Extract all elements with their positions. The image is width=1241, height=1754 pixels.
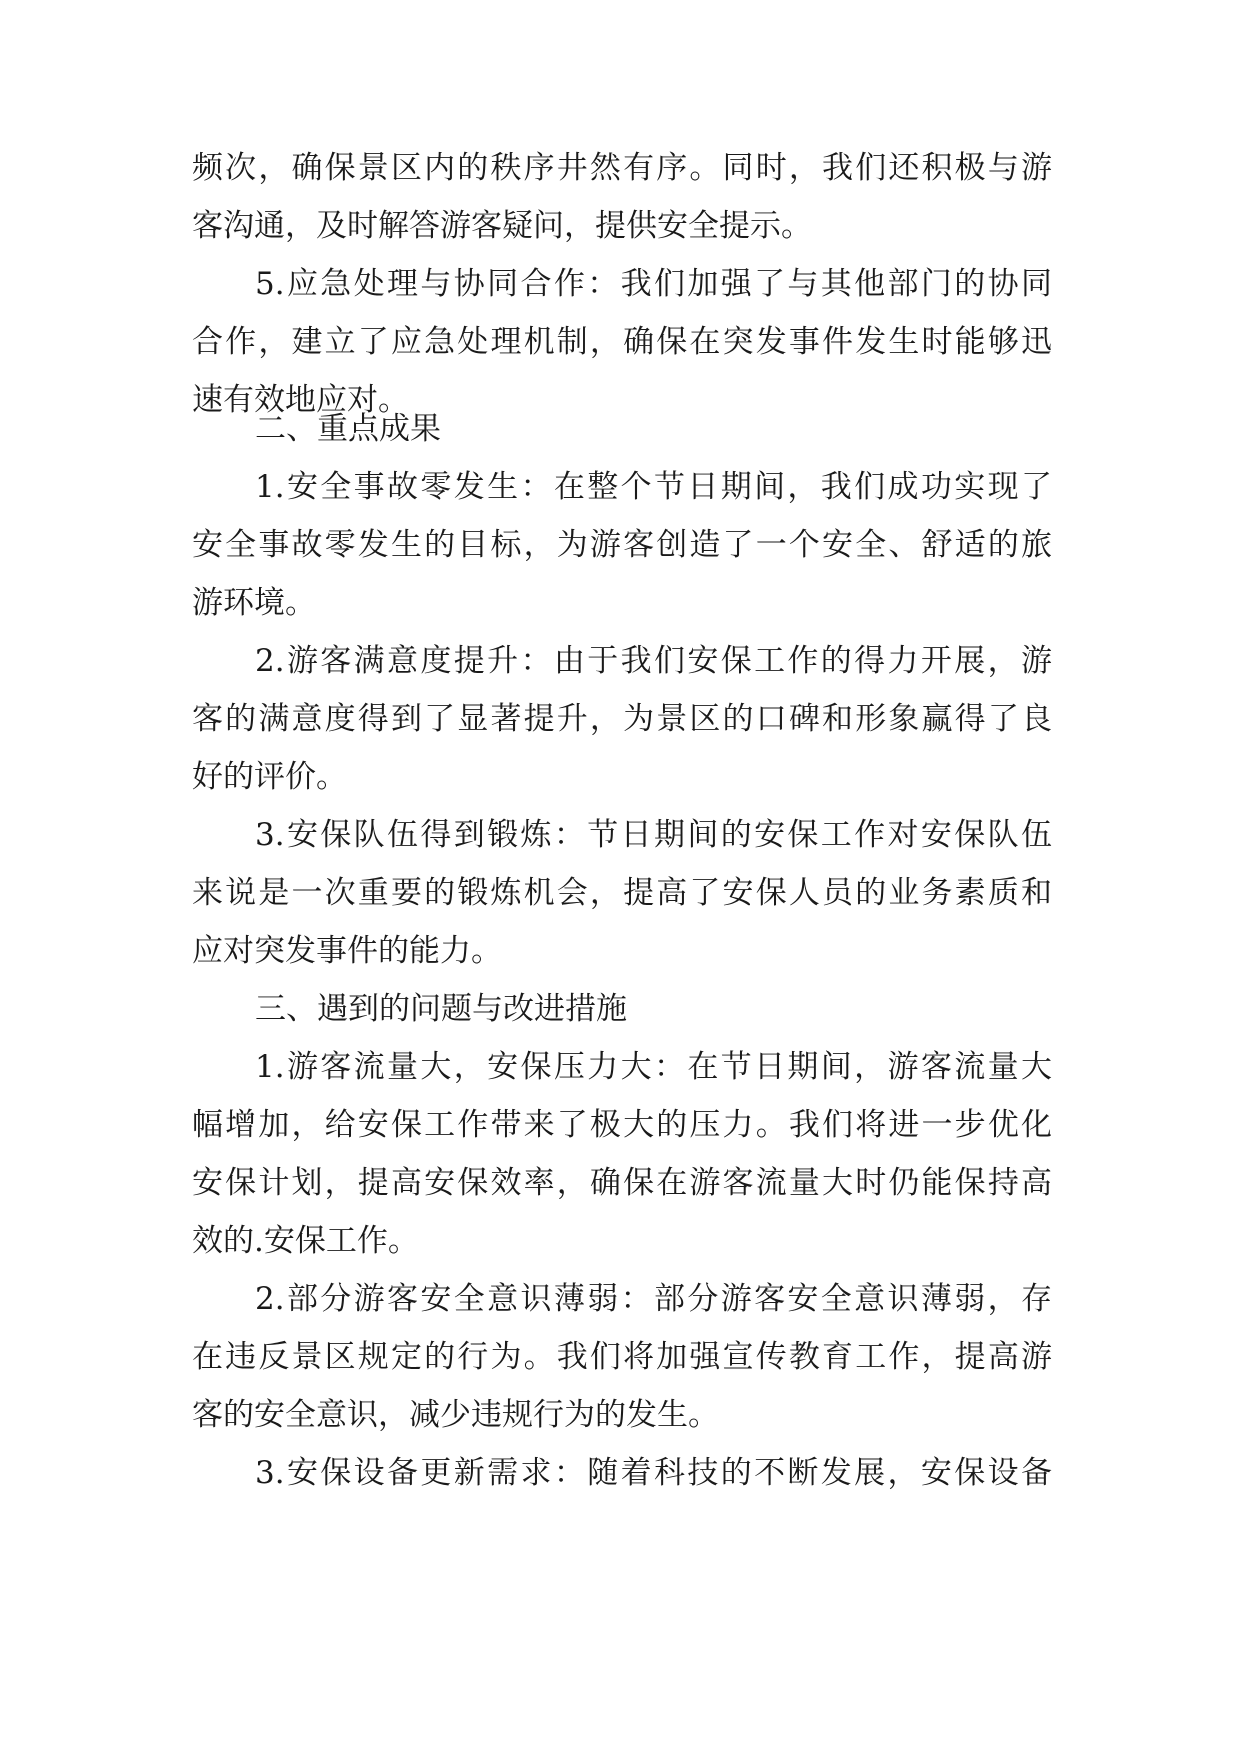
section-heading: 二、重点成果 bbox=[255, 411, 441, 447]
paragraph-line: 2.游客满意度提升：由于我们安保工作的得力开展，游 bbox=[255, 643, 1052, 679]
paragraph-line: 5.应急处理与协同合作：我们加强了与其他部门的协同 bbox=[255, 266, 1052, 302]
paragraph-line: 好的评价。 bbox=[192, 759, 347, 795]
paragraph-line: 在违反景区规定的行为。我们将加强宣传教育工作，提高游 bbox=[192, 1339, 1052, 1375]
paragraph-line: 安保计划，提高安保效率，确保在游客流量大时仍能保持高 bbox=[192, 1165, 1052, 1201]
paragraph-line: 速有效地应对。 bbox=[192, 382, 409, 418]
paragraph-line: 幅增加，给安保工作带来了极大的压力。我们将进一步优化 bbox=[192, 1107, 1052, 1143]
paragraph-line: 合作，建立了应急处理机制，确保在突发事件发生时能够迅 bbox=[192, 324, 1052, 360]
section-heading: 三、遇到的问题与改进措施 bbox=[255, 991, 627, 1027]
paragraph-line: 1.游客流量大，安保压力大：在节日期间，游客流量大 bbox=[255, 1049, 1052, 1085]
paragraph-line: 应对突发事件的能力。 bbox=[192, 933, 502, 969]
paragraph-line: 来说是一次重要的锻炼机会，提高了安保人员的业务素质和 bbox=[192, 875, 1052, 911]
paragraph-line: 效的.安保工作。 bbox=[192, 1223, 419, 1259]
paragraph-line: 客的满意度得到了显著提升，为景区的口碑和形象赢得了良 bbox=[192, 701, 1052, 737]
paragraph-line: 3.安保设备更新需求：随着科技的不断发展，安保设备 bbox=[255, 1455, 1052, 1491]
paragraph-line: 客沟通，及时解答游客疑问，提供安全提示。 bbox=[192, 208, 812, 244]
paragraph-line: 安全事故零发生的目标，为游客创造了一个安全、舒适的旅 bbox=[192, 527, 1052, 563]
paragraph-line: 频次，确保景区内的秩序井然有序。同时，我们还积极与游 bbox=[192, 150, 1052, 186]
paragraph-line: 1.安全事故零发生：在整个节日期间，我们成功实现了 bbox=[255, 469, 1052, 505]
paragraph-line: 2.部分游客安全意识薄弱：部分游客安全意识薄弱，存 bbox=[255, 1281, 1052, 1317]
paragraph-line: 3.安保队伍得到锻炼：节日期间的安保工作对安保队伍 bbox=[255, 817, 1052, 853]
paragraph-line: 游环境。 bbox=[192, 585, 316, 621]
paragraph-line: 客的安全意识，减少违规行为的发生。 bbox=[192, 1397, 719, 1433]
